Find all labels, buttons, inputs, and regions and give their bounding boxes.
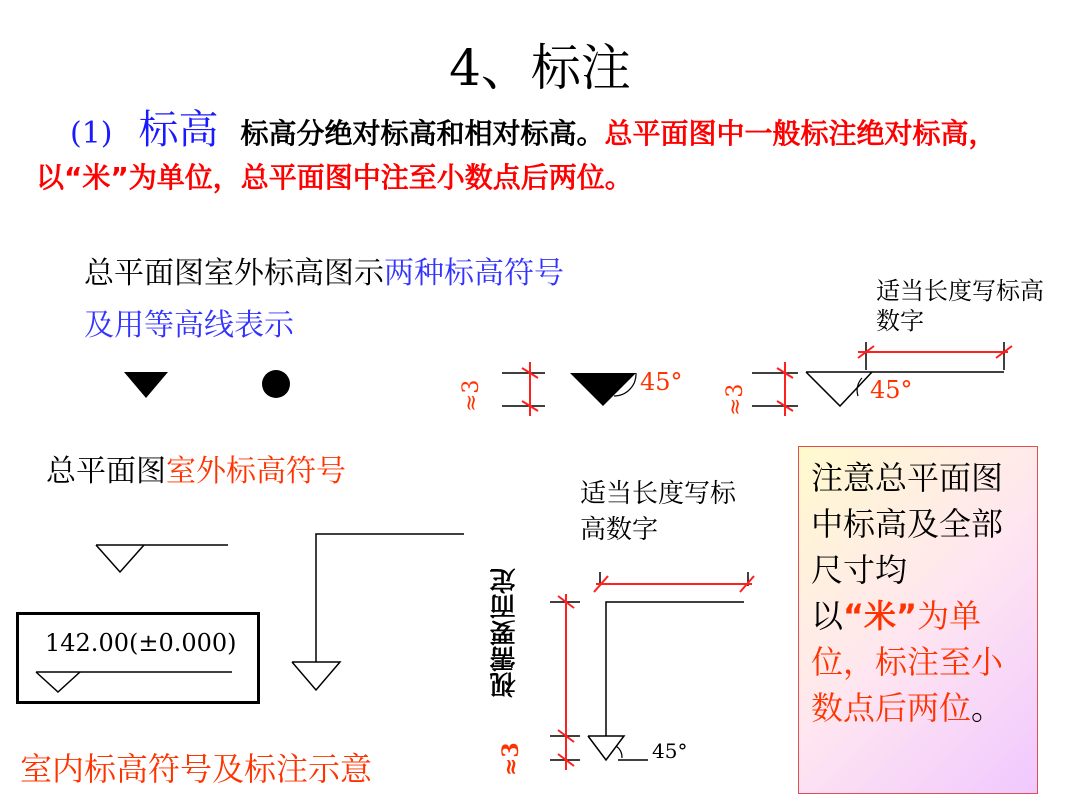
filled-circle-icon bbox=[262, 370, 290, 398]
intro-number: (1) bbox=[70, 116, 113, 151]
outdoor-caption-black: 总平面图 bbox=[46, 454, 166, 489]
note-text-end: 。 bbox=[971, 689, 1004, 727]
approx-label-3: ≈3 bbox=[498, 742, 524, 776]
approx-label-2: ≈3 bbox=[723, 383, 748, 416]
page-title: 4、标注 bbox=[449, 39, 631, 97]
site-text-black: 总平面图室外标高图示 bbox=[84, 256, 384, 291]
site-text-blue: 两种标高符号及用等高线表示 bbox=[84, 256, 564, 343]
note-text-red: 为单位，标注至小数点后两位 bbox=[811, 597, 1004, 727]
outdoor-caption-orange: 室外标高符号 bbox=[166, 454, 346, 489]
vertical-label: 视需要而定 bbox=[490, 568, 520, 698]
intro-keyword: 标高 bbox=[138, 107, 219, 153]
indoor-symbol-caption: 室内标高符号及标注示意 bbox=[20, 750, 373, 788]
intro-black-text: 标高分绝对标高和相对标高。 bbox=[240, 117, 605, 150]
note-text-quote: “米” bbox=[843, 597, 918, 635]
note-text-black: 注意总平面图中标高及全部尺寸均以 bbox=[811, 459, 1004, 635]
length-label-bottom: 适当长度写标高数字 bbox=[580, 479, 737, 545]
length-label-top: 适当长度写标高数字 bbox=[876, 277, 1044, 335]
filled-triangle-icon bbox=[124, 372, 168, 398]
angle-label-3: 45° bbox=[652, 739, 688, 763]
angle-label-1: 45° bbox=[640, 368, 683, 396]
filled-elevation-symbol bbox=[570, 373, 636, 406]
angle-label-2: 45° bbox=[870, 376, 913, 404]
intro-red-text: 总平面图中一般标注绝对标高，以“米”为单位，总平面图中注至小数点后两位。 bbox=[36, 117, 997, 194]
approx-label-1: ≈3 bbox=[459, 379, 484, 412]
elevation-value: 142.00(±0.000) bbox=[45, 629, 237, 657]
